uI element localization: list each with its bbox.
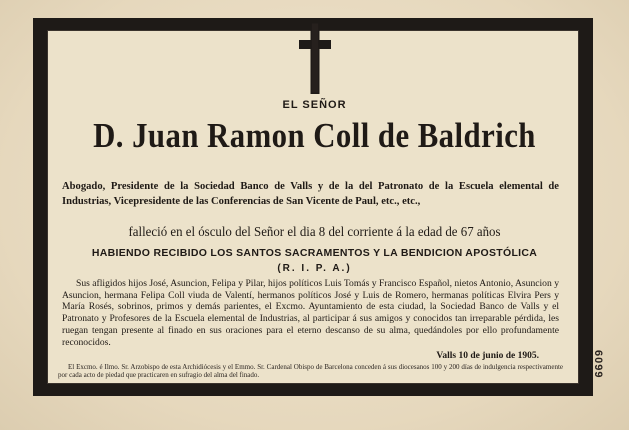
- side-catalog-number: 6099: [592, 350, 604, 379]
- sacraments-line: HABIENDO RECIBIDO LOS SANTOS SACRAMENTOS Y LA BENDICION APOSTÓLICA: [91, 247, 538, 259]
- honorific-heading: EL SEÑOR: [282, 99, 347, 111]
- ripa-line: (R. I. P. A.): [277, 263, 352, 274]
- professional-titles: Abogado, Presidente de la Sociedad Banco de Valls y de la del Patronato de la Escuela elemental de Industrias, Vicepresidente de las Conferencias de San Vicente de Paul, etc., etc.,: [62, 181, 559, 207]
- indulgence-footnote: El Excmo. é Ilmo. Sr. Arzobispo de esta Archidiócesis y el Emmo. Sr. Cardenal Obispo de Barcelona conceden á sus diocesanos 100 y 200 días de indulgencia respectivamente por cada acto de piedad que practicaren en sufragio del alma del finado.: [58, 363, 563, 380]
- deceased-name: D. Juan Ramon Coll de Baldrich: [93, 116, 536, 155]
- cross-container: [0, 22, 629, 94]
- death-notice: falleció en el ósculo del Señor el dia 8 del corriente á la edad de 67 años: [128, 225, 501, 240]
- cross-icon: [299, 22, 331, 94]
- place-date-signature: Valls 10 de junio de 1905.: [436, 351, 539, 361]
- family-paragraph: Sus afligidos hijos José, Asuncion, Felipa y Pilar, hijos políticos Luis Tomás y Francisco Español, nietos Antonio, Asuncion y Asuncion, hermana Felipa Coll viuda de Valentí, hermanos políticos José y Luis de Romero, hermanas políticas Elvira Pers y María Rosés, sobrinos, primos y demás parientes, el Excmo. Ayuntamiento de esta ciudad, la Sociedad Banco de Valls y el Patronato y Profesores de la Escuela elemental de Industrias, al participar á sus amigos y conocidos tan irreparable pérdida, les ruegan tengan presente al finado en sus oraciones para el eterno descanso de su alma, quedándoles por ello profundamente reconocidos.: [62, 278, 559, 348]
